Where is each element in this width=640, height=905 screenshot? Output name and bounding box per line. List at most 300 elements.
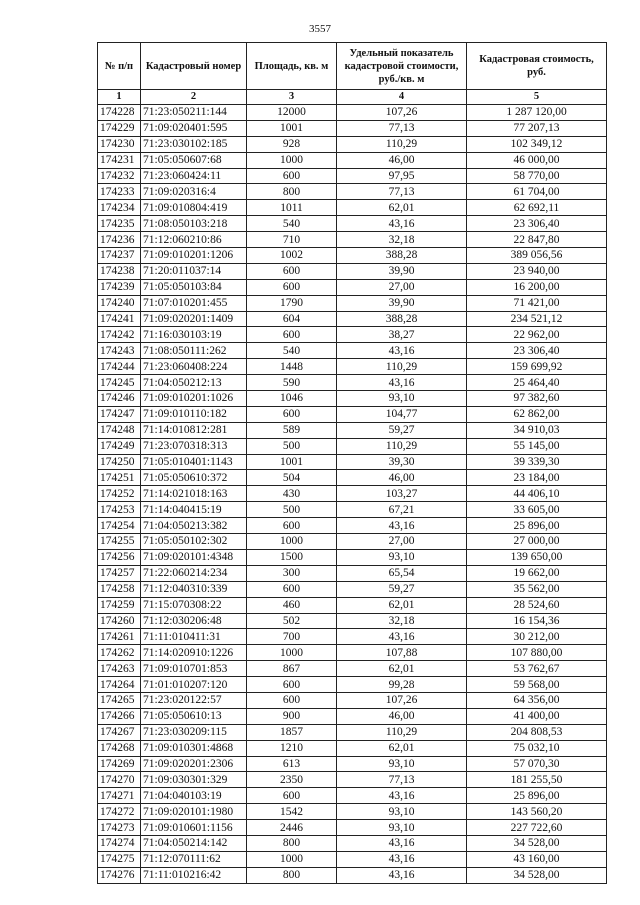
cadastral-value-cell: 62 862,00 xyxy=(467,406,607,422)
table-row xyxy=(98,629,607,645)
unit-value-cell: 93,10 xyxy=(337,549,467,565)
table-row xyxy=(98,105,607,121)
area-cell: 540 xyxy=(247,216,337,232)
unit-value-cell: 110,29 xyxy=(337,724,467,740)
table-row xyxy=(98,645,607,661)
unit-value-cell: 67,21 xyxy=(337,502,467,518)
column-number: 5 xyxy=(467,90,607,105)
cadastral-value-cell: 23 184,00 xyxy=(467,470,607,486)
header-row-number: № п/п xyxy=(98,43,141,90)
unit-value-cell: 62,01 xyxy=(337,740,467,756)
unit-value-cell: 62,01 xyxy=(337,597,467,613)
table-row xyxy=(98,518,607,534)
cadastral-number-cell: 71:14:010812:281 xyxy=(141,422,247,438)
row-number-cell: 174229 xyxy=(98,120,141,136)
cadastral-value-cell: 23 306,40 xyxy=(467,343,607,359)
cadastral-value-cell: 25 896,00 xyxy=(467,788,607,804)
unit-value-cell: 27,00 xyxy=(337,534,467,550)
area-cell: 1000 xyxy=(247,152,337,168)
table-row xyxy=(98,279,607,295)
row-number-cell: 174232 xyxy=(98,168,141,184)
unit-value-cell: 46,00 xyxy=(337,152,467,168)
cadastral-number-cell: 71:07:010201:455 xyxy=(141,295,247,311)
table-row xyxy=(98,422,607,438)
area-cell: 504 xyxy=(247,470,337,486)
cadastral-value-cell: 389 056,56 xyxy=(467,248,607,264)
table-row xyxy=(98,295,607,311)
cadastral-number-cell: 71:09:020201:1409 xyxy=(141,311,247,327)
unit-value-cell: 62,01 xyxy=(337,661,467,677)
header-unit-value: Удельный показатель кадастровой стоимости, руб./кв. м xyxy=(337,43,467,90)
row-number-cell: 174236 xyxy=(98,232,141,248)
unit-value-cell: 77,13 xyxy=(337,772,467,788)
cadastral-number-cell: 71:09:020316:4 xyxy=(141,184,247,200)
table-row xyxy=(98,248,607,264)
unit-value-cell: 32,18 xyxy=(337,232,467,248)
unit-value-cell: 107,26 xyxy=(337,105,467,121)
cadastral-value-cell: 77 207,13 xyxy=(467,120,607,136)
area-cell: 1542 xyxy=(247,804,337,820)
row-number-cell: 174242 xyxy=(98,327,141,343)
row-number-cell: 174234 xyxy=(98,200,141,216)
row-number-cell: 174268 xyxy=(98,740,141,756)
cadastral-number-cell: 71:04:050213:382 xyxy=(141,518,247,534)
cadastral-value-cell: 61 704,00 xyxy=(467,184,607,200)
unit-value-cell: 43,16 xyxy=(337,216,467,232)
cadastral-value-cell: 181 255,50 xyxy=(467,772,607,788)
area-cell: 600 xyxy=(247,518,337,534)
row-number-cell: 174250 xyxy=(98,454,141,470)
table-row xyxy=(98,486,607,502)
table-row xyxy=(98,549,607,565)
unit-value-cell: 93,10 xyxy=(337,391,467,407)
table-row xyxy=(98,200,607,216)
unit-value-cell: 39,90 xyxy=(337,263,467,279)
row-number-cell: 174238 xyxy=(98,263,141,279)
cadastral-number-cell: 71:23:050211:144 xyxy=(141,105,247,121)
page-number: 3557 xyxy=(309,23,331,35)
unit-value-cell: 388,28 xyxy=(337,248,467,264)
cadastral-number-cell: 71:09:010201:1026 xyxy=(141,391,247,407)
cadastral-number-cell: 71:09:030301:329 xyxy=(141,772,247,788)
area-cell: 600 xyxy=(247,327,337,343)
area-cell: 600 xyxy=(247,677,337,693)
table-row xyxy=(98,597,607,613)
row-number-cell: 174267 xyxy=(98,724,141,740)
cadastral-value-cell: 25 896,00 xyxy=(467,518,607,534)
row-number-cell: 174255 xyxy=(98,534,141,550)
row-number-cell: 174270 xyxy=(98,772,141,788)
cadastral-number-cell: 71:23:060408:224 xyxy=(141,359,247,375)
table-row xyxy=(98,534,607,550)
cadastral-number-cell: 71:22:060214:234 xyxy=(141,565,247,581)
unit-value-cell: 107,26 xyxy=(337,692,467,708)
area-cell: 600 xyxy=(247,168,337,184)
area-cell: 600 xyxy=(247,279,337,295)
row-number-cell: 174258 xyxy=(98,581,141,597)
row-number-cell: 174228 xyxy=(98,105,141,121)
area-cell: 1000 xyxy=(247,851,337,867)
column-number: 2 xyxy=(141,90,247,105)
cadastral-number-cell: 71:09:010201:1206 xyxy=(141,248,247,264)
table-row xyxy=(98,375,607,391)
cadastral-value-cell: 59 568,00 xyxy=(467,677,607,693)
row-number-cell: 174247 xyxy=(98,406,141,422)
unit-value-cell: 43,16 xyxy=(337,375,467,391)
row-number-cell: 174259 xyxy=(98,597,141,613)
cadastral-number-cell: 71:16:030103:19 xyxy=(141,327,247,343)
row-number-cell: 174253 xyxy=(98,502,141,518)
cadastral-value-cell: 33 605,00 xyxy=(467,502,607,518)
table-row xyxy=(98,263,607,279)
table-row xyxy=(98,708,607,724)
unit-value-cell: 110,29 xyxy=(337,136,467,152)
unit-value-cell: 27,00 xyxy=(337,279,467,295)
cadastral-number-cell: 71:09:020201:2306 xyxy=(141,756,247,772)
cadastral-number-cell: 71:14:021018:163 xyxy=(141,486,247,502)
table-row xyxy=(98,692,607,708)
row-number-cell: 174269 xyxy=(98,756,141,772)
unit-value-cell: 59,27 xyxy=(337,581,467,597)
area-cell: 1046 xyxy=(247,391,337,407)
unit-value-cell: 43,16 xyxy=(337,629,467,645)
unit-value-cell: 104,77 xyxy=(337,406,467,422)
row-number-cell: 174231 xyxy=(98,152,141,168)
unit-value-cell: 59,27 xyxy=(337,422,467,438)
cadastral-value-cell: 159 699,92 xyxy=(467,359,607,375)
area-cell: 1500 xyxy=(247,549,337,565)
cadastral-number-cell: 71:09:020401:595 xyxy=(141,120,247,136)
table-row xyxy=(98,120,607,136)
area-cell: 600 xyxy=(247,692,337,708)
cadastral-value-cell: 227 722,60 xyxy=(467,820,607,836)
table-row xyxy=(98,136,607,152)
cadastral-number-cell: 71:09:010601:1156 xyxy=(141,820,247,836)
unit-value-cell: 46,00 xyxy=(337,470,467,486)
cadastral-value-cell: 62 692,11 xyxy=(467,200,607,216)
row-number-cell: 174248 xyxy=(98,422,141,438)
table-row xyxy=(98,391,607,407)
unit-value-cell: 93,10 xyxy=(337,756,467,772)
row-number-cell: 174256 xyxy=(98,549,141,565)
table-row xyxy=(98,438,607,454)
table-row xyxy=(98,454,607,470)
column-numbers-row xyxy=(98,90,607,105)
cadastral-value-cell: 23 306,40 xyxy=(467,216,607,232)
row-number-cell: 174246 xyxy=(98,391,141,407)
cadastral-number-cell: 71:04:050212:13 xyxy=(141,375,247,391)
unit-value-cell: 43,16 xyxy=(337,518,467,534)
row-number-cell: 174273 xyxy=(98,820,141,836)
cadastral-value-cell: 34 528,00 xyxy=(467,835,607,851)
cadastral-value-cell: 97 382,60 xyxy=(467,391,607,407)
table-row xyxy=(98,835,607,851)
area-cell: 600 xyxy=(247,788,337,804)
header-row xyxy=(98,43,607,90)
unit-value-cell: 110,29 xyxy=(337,438,467,454)
row-number-cell: 174241 xyxy=(98,311,141,327)
table-row xyxy=(98,804,607,820)
cadastral-value-cell: 19 662,00 xyxy=(467,565,607,581)
cadastral-number-cell: 71:11:010216:42 xyxy=(141,867,247,883)
row-number-cell: 174271 xyxy=(98,788,141,804)
area-cell: 1857 xyxy=(247,724,337,740)
table-row xyxy=(98,613,607,629)
area-cell: 1000 xyxy=(247,645,337,661)
header-area: Площадь, кв. м xyxy=(247,43,337,90)
cadastral-number-cell: 71:04:040103:19 xyxy=(141,788,247,804)
cadastral-value-cell: 143 560,20 xyxy=(467,804,607,820)
cadastral-number-cell: 71:08:050103:218 xyxy=(141,216,247,232)
area-cell: 589 xyxy=(247,422,337,438)
row-number-cell: 174233 xyxy=(98,184,141,200)
table-row xyxy=(98,820,607,836)
cadastral-value-cell: 44 406,10 xyxy=(467,486,607,502)
header-cadastral-number: Кадастровый номер xyxy=(141,43,247,90)
cadastral-value-cell: 25 464,40 xyxy=(467,375,607,391)
unit-value-cell: 43,16 xyxy=(337,835,467,851)
table-row xyxy=(98,867,607,883)
row-number-cell: 174235 xyxy=(98,216,141,232)
area-cell: 2350 xyxy=(247,772,337,788)
cadastral-value-cell: 71 421,00 xyxy=(467,295,607,311)
unit-value-cell: 107,88 xyxy=(337,645,467,661)
unit-value-cell: 46,00 xyxy=(337,708,467,724)
row-number-cell: 174252 xyxy=(98,486,141,502)
unit-value-cell: 43,16 xyxy=(337,867,467,883)
cadastral-value-cell: 1 287 120,00 xyxy=(467,105,607,121)
area-cell: 12000 xyxy=(247,105,337,121)
cadastral-value-cell: 30 212,00 xyxy=(467,629,607,645)
cadastral-number-cell: 71:23:070318:313 xyxy=(141,438,247,454)
row-number-cell: 174264 xyxy=(98,677,141,693)
table-row xyxy=(98,502,607,518)
cadastral-number-cell: 71:11:010411:31 xyxy=(141,629,247,645)
table-row xyxy=(98,724,607,740)
cadastral-value-cell: 34 528,00 xyxy=(467,867,607,883)
cadastral-number-cell: 71:01:010207:120 xyxy=(141,677,247,693)
cadastral-value-cell: 53 762,67 xyxy=(467,661,607,677)
cadastral-number-cell: 71:09:020101:4348 xyxy=(141,549,247,565)
cadastral-value-cell: 39 339,30 xyxy=(467,454,607,470)
unit-value-cell: 62,01 xyxy=(337,200,467,216)
area-cell: 604 xyxy=(247,311,337,327)
row-number-cell: 174263 xyxy=(98,661,141,677)
unit-value-cell: 388,28 xyxy=(337,311,467,327)
cadastral-value-cell: 107 880,00 xyxy=(467,645,607,661)
table-row xyxy=(98,152,607,168)
cadastral-value-cell: 234 521,12 xyxy=(467,311,607,327)
cadastral-number-cell: 71:14:040415:19 xyxy=(141,502,247,518)
cadastral-number-cell: 71:09:010110:182 xyxy=(141,406,247,422)
area-cell: 1001 xyxy=(247,454,337,470)
cadastral-number-cell: 71:05:010401:1143 xyxy=(141,454,247,470)
area-cell: 600 xyxy=(247,406,337,422)
cadastral-value-cell: 64 356,00 xyxy=(467,692,607,708)
row-number-cell: 174230 xyxy=(98,136,141,152)
unit-value-cell: 38,27 xyxy=(337,327,467,343)
cadastral-number-cell: 71:08:050111:262 xyxy=(141,343,247,359)
area-cell: 1000 xyxy=(247,534,337,550)
table-row xyxy=(98,311,607,327)
row-number-cell: 174276 xyxy=(98,867,141,883)
unit-value-cell: 93,10 xyxy=(337,820,467,836)
table-row xyxy=(98,406,607,422)
table-row xyxy=(98,184,607,200)
unit-value-cell: 39,30 xyxy=(337,454,467,470)
cadastral-value-cell: 46 000,00 xyxy=(467,152,607,168)
table-row xyxy=(98,581,607,597)
cadastral-number-cell: 71:05:050610:372 xyxy=(141,470,247,486)
cadastral-number-cell: 71:09:010701:853 xyxy=(141,661,247,677)
table-row xyxy=(98,788,607,804)
row-number-cell: 174257 xyxy=(98,565,141,581)
cadastral-number-cell: 71:05:050610:13 xyxy=(141,708,247,724)
cadastral-value-cell: 102 349,12 xyxy=(467,136,607,152)
cadastral-value-cell: 35 562,00 xyxy=(467,581,607,597)
cadastral-value-cell: 139 650,00 xyxy=(467,549,607,565)
row-number-cell: 174260 xyxy=(98,613,141,629)
cadastral-value-cell: 34 910,03 xyxy=(467,422,607,438)
unit-value-cell: 77,13 xyxy=(337,184,467,200)
area-cell: 502 xyxy=(247,613,337,629)
cadastral-number-cell: 71:05:050103:84 xyxy=(141,279,247,295)
cadastral-number-cell: 71:05:050102:302 xyxy=(141,534,247,550)
cadastral-number-cell: 71:09:020101:1980 xyxy=(141,804,247,820)
unit-value-cell: 65,54 xyxy=(337,565,467,581)
area-cell: 1448 xyxy=(247,359,337,375)
unit-value-cell: 39,90 xyxy=(337,295,467,311)
cadastral-value-table xyxy=(97,42,607,884)
column-number: 3 xyxy=(247,90,337,105)
area-cell: 1002 xyxy=(247,248,337,264)
area-cell: 590 xyxy=(247,375,337,391)
cadastral-value-cell: 23 940,00 xyxy=(467,263,607,279)
cadastral-number-cell: 71:12:060210:86 xyxy=(141,232,247,248)
unit-value-cell: 97,95 xyxy=(337,168,467,184)
row-number-cell: 174272 xyxy=(98,804,141,820)
cadastral-value-cell: 16 200,00 xyxy=(467,279,607,295)
table-row xyxy=(98,327,607,343)
unit-value-cell: 43,16 xyxy=(337,788,467,804)
table-row xyxy=(98,359,607,375)
area-cell: 800 xyxy=(247,867,337,883)
area-cell: 867 xyxy=(247,661,337,677)
unit-value-cell: 77,13 xyxy=(337,120,467,136)
table-row xyxy=(98,740,607,756)
area-cell: 710 xyxy=(247,232,337,248)
cadastral-value-cell: 57 070,30 xyxy=(467,756,607,772)
table-row xyxy=(98,168,607,184)
cadastral-number-cell: 71:14:020910:1226 xyxy=(141,645,247,661)
cadastral-number-cell: 71:15:070308:22 xyxy=(141,597,247,613)
cadastral-number-cell: 71:04:050214:142 xyxy=(141,835,247,851)
row-number-cell: 174265 xyxy=(98,692,141,708)
area-cell: 800 xyxy=(247,835,337,851)
cadastral-value-cell: 43 160,00 xyxy=(467,851,607,867)
unit-value-cell: 32,18 xyxy=(337,613,467,629)
cadastral-value-cell: 55 145,00 xyxy=(467,438,607,454)
row-number-cell: 174239 xyxy=(98,279,141,295)
area-cell: 1001 xyxy=(247,120,337,136)
area-cell: 1210 xyxy=(247,740,337,756)
cadastral-number-cell: 71:09:010301:4868 xyxy=(141,740,247,756)
column-number: 4 xyxy=(337,90,467,105)
row-number-cell: 174275 xyxy=(98,851,141,867)
table-row xyxy=(98,565,607,581)
area-cell: 540 xyxy=(247,343,337,359)
area-cell: 1790 xyxy=(247,295,337,311)
table-row xyxy=(98,677,607,693)
cadastral-value-cell: 16 154,36 xyxy=(467,613,607,629)
cadastral-value-cell: 58 770,00 xyxy=(467,168,607,184)
row-number-cell: 174243 xyxy=(98,343,141,359)
table-row xyxy=(98,661,607,677)
row-number-cell: 174240 xyxy=(98,295,141,311)
cadastral-value-cell: 27 000,00 xyxy=(467,534,607,550)
cadastral-number-cell: 71:12:040310:339 xyxy=(141,581,247,597)
table-row xyxy=(98,756,607,772)
area-cell: 1011 xyxy=(247,200,337,216)
table-row xyxy=(98,772,607,788)
unit-value-cell: 43,16 xyxy=(337,851,467,867)
unit-value-cell: 93,10 xyxy=(337,804,467,820)
area-cell: 300 xyxy=(247,565,337,581)
row-number-cell: 174274 xyxy=(98,835,141,851)
row-number-cell: 174244 xyxy=(98,359,141,375)
area-cell: 500 xyxy=(247,502,337,518)
row-number-cell: 174266 xyxy=(98,708,141,724)
area-cell: 613 xyxy=(247,756,337,772)
cadastral-number-cell: 71:12:070111:62 xyxy=(141,851,247,867)
cadastral-value-cell: 28 524,60 xyxy=(467,597,607,613)
row-number-cell: 174254 xyxy=(98,518,141,534)
row-number-cell: 174261 xyxy=(98,629,141,645)
table-row xyxy=(98,216,607,232)
cadastral-value-cell: 22 847,80 xyxy=(467,232,607,248)
unit-value-cell: 110,29 xyxy=(337,359,467,375)
cadastral-value-cell: 75 032,10 xyxy=(467,740,607,756)
cadastral-number-cell: 71:23:030102:185 xyxy=(141,136,247,152)
header-cadastral-value: Кадастровая стоимость, руб. xyxy=(467,43,607,90)
table-row xyxy=(98,851,607,867)
row-number-cell: 174249 xyxy=(98,438,141,454)
area-cell: 928 xyxy=(247,136,337,152)
table-row xyxy=(98,232,607,248)
column-number: 1 xyxy=(98,90,141,105)
area-cell: 800 xyxy=(247,184,337,200)
area-cell: 900 xyxy=(247,708,337,724)
area-cell: 700 xyxy=(247,629,337,645)
table-row xyxy=(98,343,607,359)
row-number-cell: 174245 xyxy=(98,375,141,391)
area-cell: 600 xyxy=(247,581,337,597)
cadastral-value-cell: 204 808,53 xyxy=(467,724,607,740)
area-cell: 460 xyxy=(247,597,337,613)
cadastral-number-cell: 71:20:011037:14 xyxy=(141,263,247,279)
area-cell: 500 xyxy=(247,438,337,454)
area-cell: 600 xyxy=(247,263,337,279)
cadastral-value-cell: 22 962,00 xyxy=(467,327,607,343)
cadastral-number-cell: 71:09:010804:419 xyxy=(141,200,247,216)
cadastral-value-cell: 41 400,00 xyxy=(467,708,607,724)
row-number-cell: 174262 xyxy=(98,645,141,661)
cadastral-number-cell: 71:12:030206:48 xyxy=(141,613,247,629)
cadastral-number-cell: 71:23:020122:57 xyxy=(141,692,247,708)
unit-value-cell: 99,28 xyxy=(337,677,467,693)
unit-value-cell: 43,16 xyxy=(337,343,467,359)
cadastral-number-cell: 71:23:030209:115 xyxy=(141,724,247,740)
